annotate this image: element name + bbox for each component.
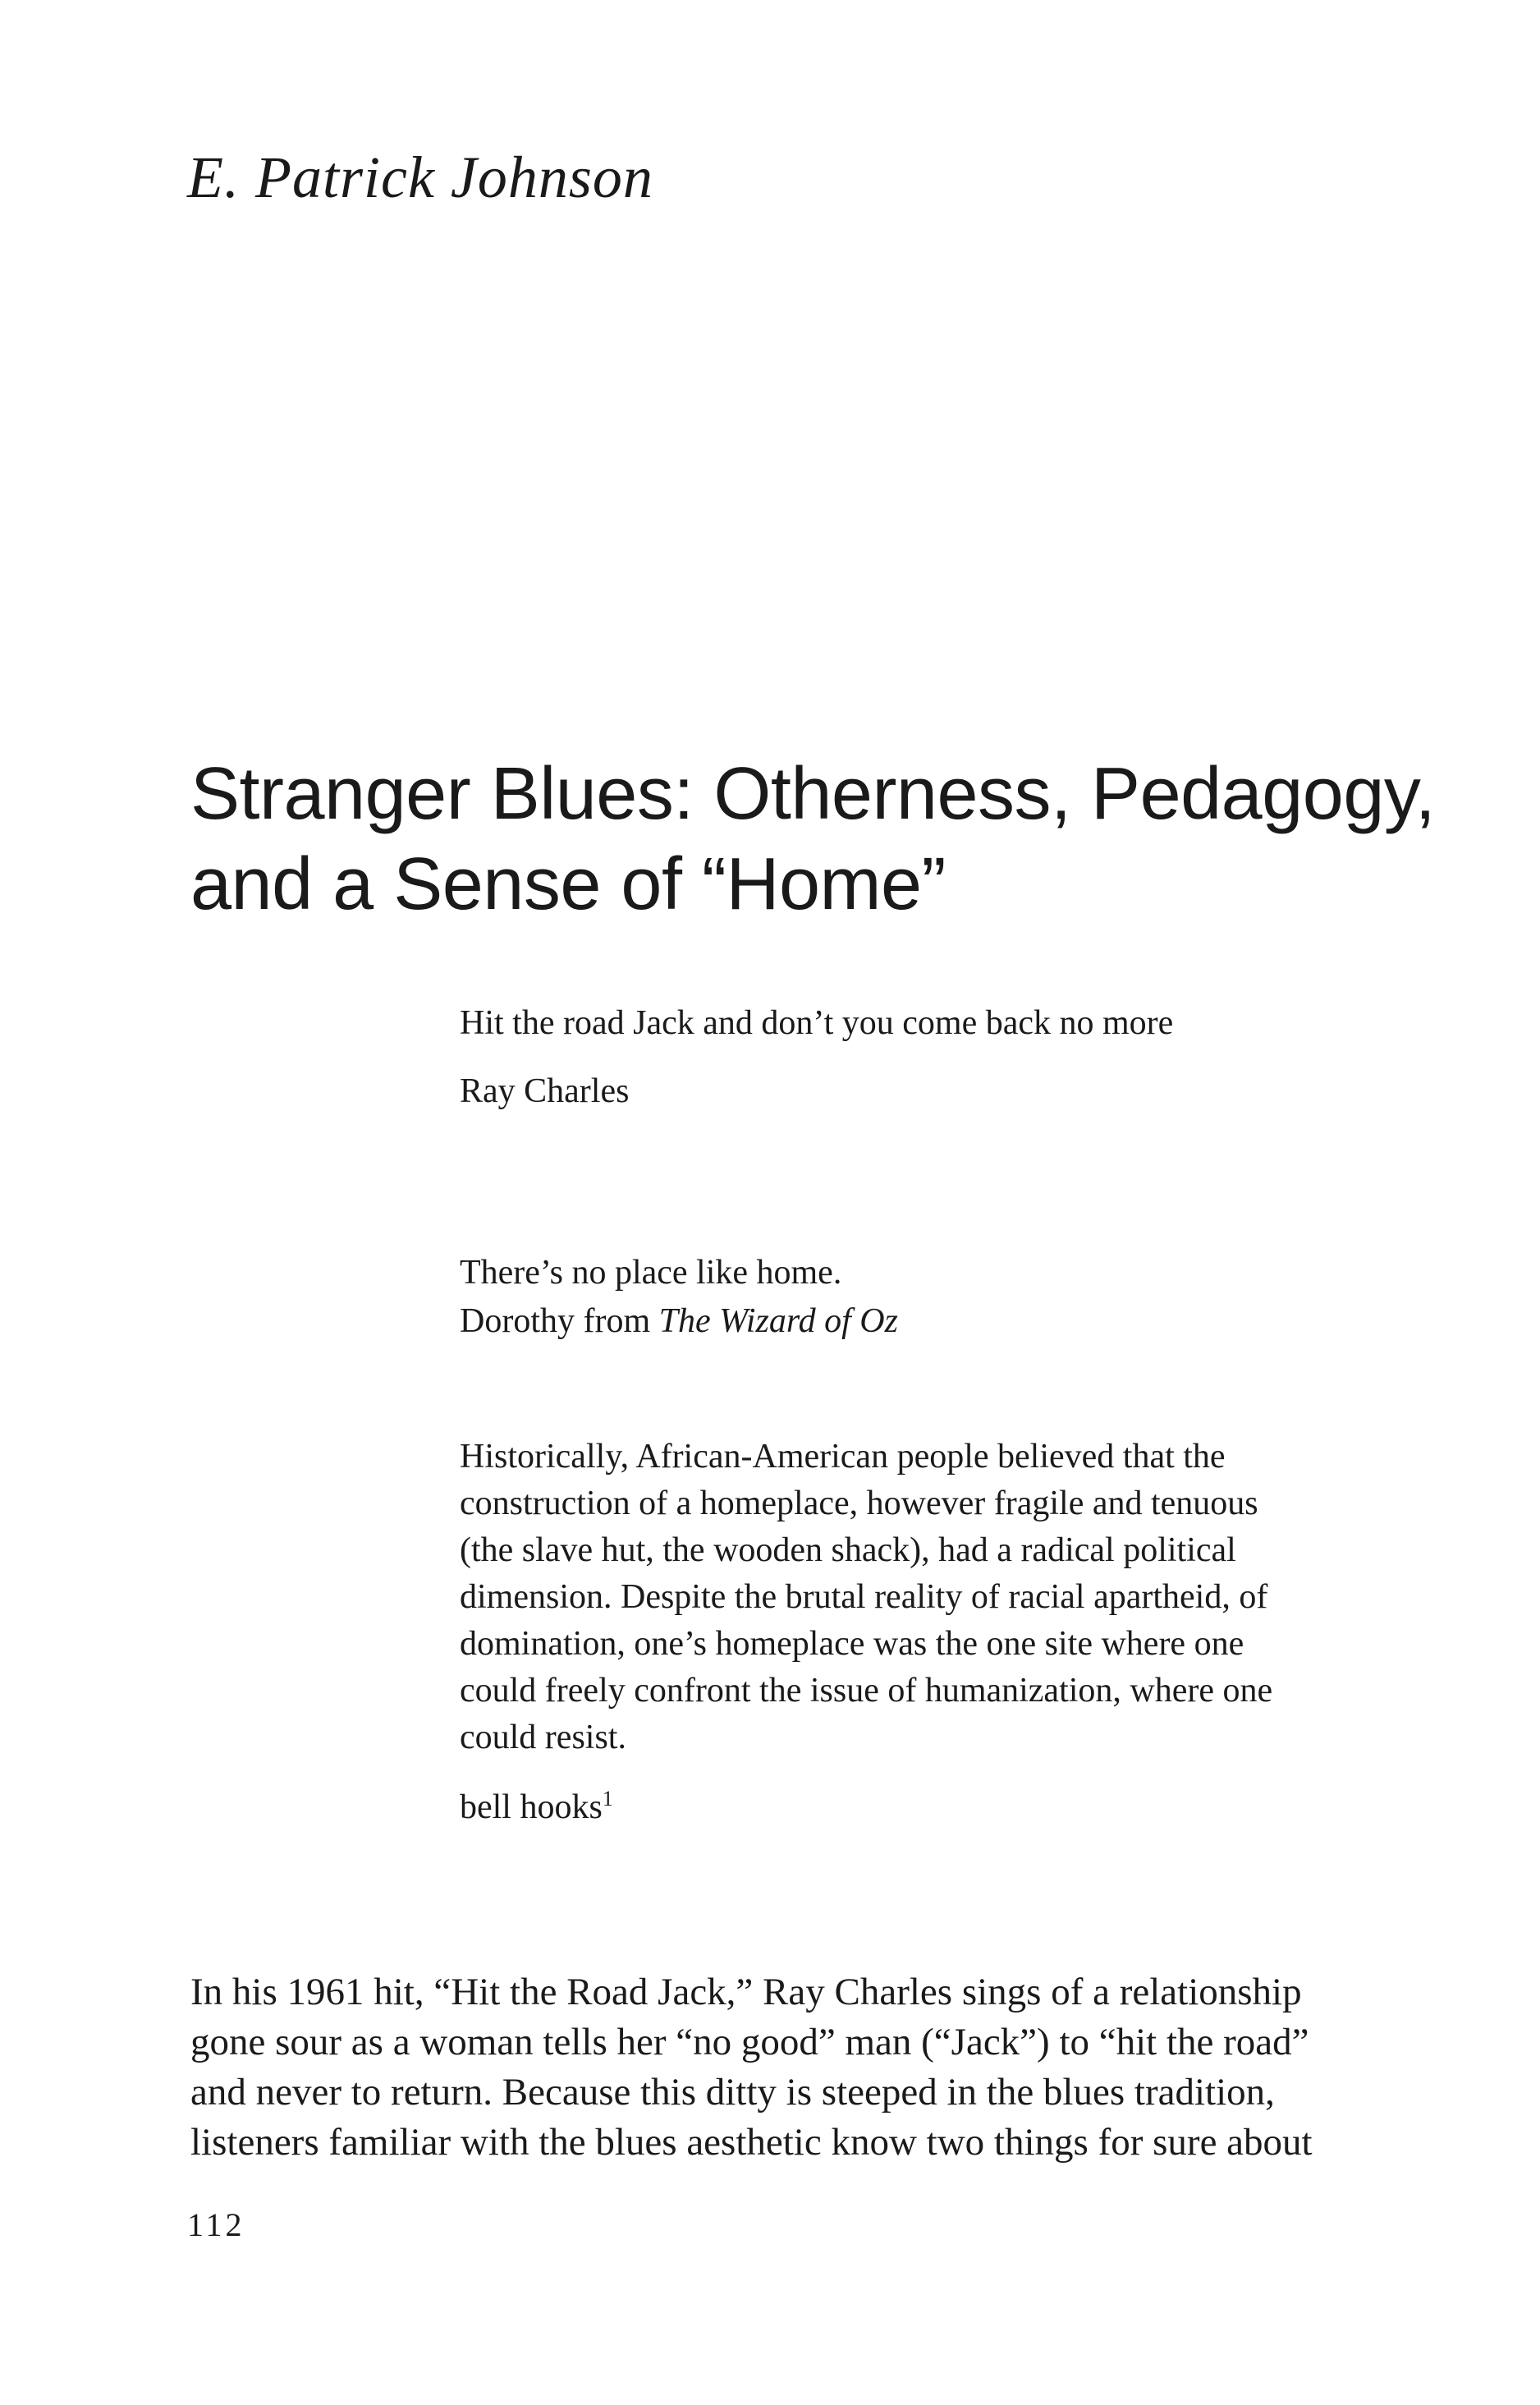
chapter-title-line-1: Stranger Blues: Otherness, Pedagogy, xyxy=(190,753,1436,835)
epigraph-text-line: construction of a homeplace, however fragile and tenuous xyxy=(460,1485,1258,1522)
epigraph-attribution: Ray Charles xyxy=(460,1072,630,1110)
chapter-title xyxy=(190,749,1436,929)
footnote-marker[interactable]: 1 xyxy=(602,1787,613,1811)
epigraph-text-line: dimension. Despite the brutal reality of racial apartheid, of xyxy=(460,1578,1268,1616)
epigraph-attribution xyxy=(460,1298,1330,1345)
epigraph-attribution-work-title: The Wizard of Oz xyxy=(658,1302,898,1340)
epigraph-attribution-prefix: Dorothy from xyxy=(460,1302,659,1340)
epigraph-attribution xyxy=(460,1784,1330,1831)
body-line: and never to return. Because this ditty is steeped in the blues tradition, xyxy=(190,2071,1275,2114)
author-name: E. Patrick Johnson xyxy=(187,145,653,210)
epigraph-ray-charles xyxy=(460,1000,1330,1115)
epigraph-text-line: could resist. xyxy=(460,1719,626,1756)
epigraph-text-line: There’s no place like home. xyxy=(460,1254,842,1292)
epigraph-wizard-of-oz xyxy=(460,1250,1330,1345)
body-line: In his 1961 hit, “Hit the Road Jack,” Ray Charles sings of a relationship xyxy=(190,1971,1302,2013)
epigraph-text-line: could freely confront the issue of humanization, where one xyxy=(460,1672,1273,1710)
chapter-title-line-2: and a Sense of “Home” xyxy=(190,843,946,925)
epigraph-text-line: Historically, African-American people believed that the xyxy=(460,1438,1226,1476)
body-paragraph xyxy=(190,1967,1356,2168)
epigraph-text-line: domination, one’s homeplace was the one site where one xyxy=(460,1625,1244,1663)
body-line: listeners familiar with the blues aesthetic know two things for sure about xyxy=(190,2121,1313,2164)
epigraph-text-line: Hit the road Jack and don’t you come back no more xyxy=(460,1004,1174,1042)
page-number: 112 xyxy=(187,2206,245,2243)
body-line: gone sour as a woman tells her “no good” man (“Jack”) to “hit the road” xyxy=(190,2021,1309,2063)
epigraph-text-line: (the slave hut, the wooden shack), had a radical political xyxy=(460,1531,1236,1569)
epigraph-attribution-name: bell hooks xyxy=(460,1788,603,1826)
epigraph-bell-hooks xyxy=(460,1434,1330,1831)
